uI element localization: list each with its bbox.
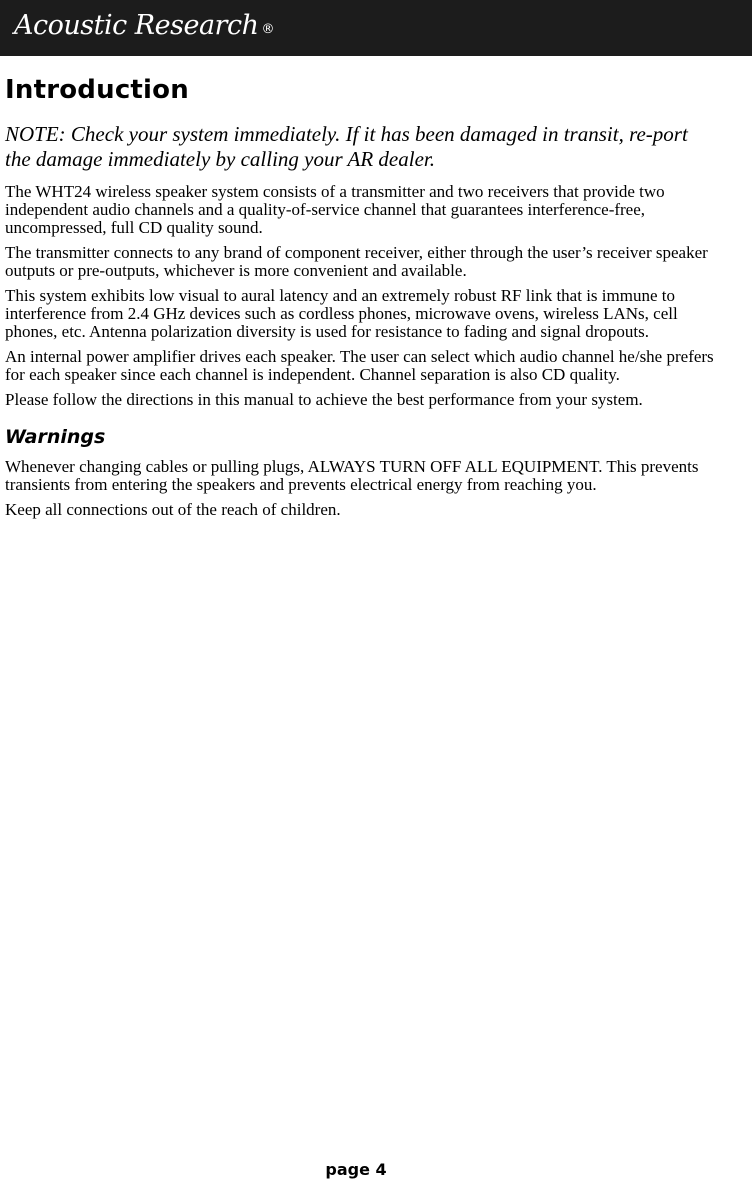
brand-name: Acoustic Research [14,10,259,41]
page-title: Introduction [5,75,189,105]
registered-mark: ® [261,22,274,37]
intro-paragraph: The WHT24 wireless speaker system consists of a transmitter and two receivers that provide two independent audio channels and a quality-of-service channel that guarantees interference-free, uncompressed, full CD quality sound. [5,182,665,237]
intro-paragraph: An internal power amplifier drives each speaker. The user can select which audio channel he/she prefers for each speaker since each channel is independent. Channel separation is also CD quality. [5,347,714,384]
document-body [5,183,717,526]
intro-paragraph: This system exhibits low visual to aural latency and an extremely robust RF link that is immune to interference from 2.4 GHz devices such as cordless phones, microwave ovens, wireless LANs, cell phones, etc. Antenna polarization diversity is used for resistance to fading and signal dropouts. [5,286,678,341]
warning-paragraph: Whenever changing cables or pulling plugs, ALWAYS TURN OFF ALL EQUIPMENT. This prevents transients from entering the speakers and prevents electrical energy from reaching you. [5,457,699,494]
header-bar [0,0,752,56]
intro-paragraph: The transmitter connects to any brand of component receiver, either through the user’s receiver speaker outputs or pre-outputs, whichever is more convenient and available. [5,243,708,280]
page-number: page 4 [325,1160,387,1179]
brand-logo [14,9,274,47]
warnings-heading: Warnings [5,426,106,448]
warning-paragraph: Keep all connections out of the reach of children. [5,500,341,519]
intro-paragraph: Please follow the directions in this manual to achieve the best performance from your system. [5,390,643,409]
note-paragraph: NOTE: Check your system immediately. If it has been damaged in transit, re-port the damage immediately by calling your AR dealer. [5,122,688,171]
